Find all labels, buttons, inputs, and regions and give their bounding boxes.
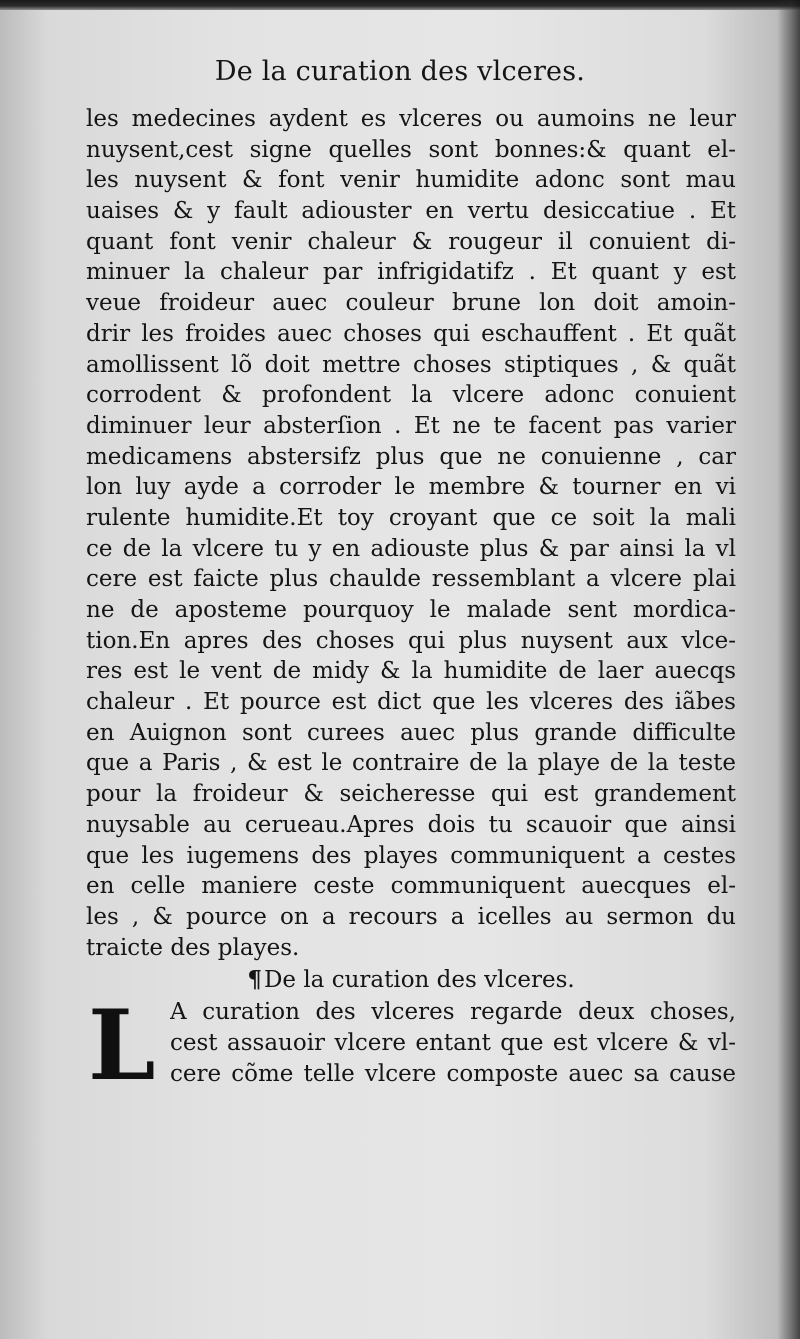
text-line: minuer la chaleur par infrigidatifz . Et quant y est (86, 259, 736, 286)
text-line: les nuysent & font venir humidite adonc sont mau (86, 167, 736, 194)
page-gutter-shadow (778, 0, 800, 1339)
text-line: veue froideur auec couleur brune lon doit amoin- (86, 290, 736, 317)
paragraph (86, 104, 736, 963)
text-line: les , & pource on a recours a icelles au sermon du (86, 903, 736, 930)
text-line: que a Paris , & est le contraire de la playe de la teste (86, 750, 736, 777)
running-head: De la curation des vlceres. (214, 56, 586, 87)
page-top-edge (0, 0, 800, 10)
text-line: drir les froides auec choses qui eschauffent . Et quãt (86, 320, 736, 347)
text-line: quant font venir chaleur & rougeur il conuient di- (86, 228, 736, 255)
text-line: ne de aposteme pourquoy le malade sent mordica- (86, 597, 736, 623)
text-line: rulente humidite.Et toy croyant que ce soit la mali (86, 504, 736, 531)
text-line: en celle maniere ceste communiquent auecques el- (86, 873, 736, 900)
text-line: cere cõme telle vlcere composte auec sa cause (170, 1060, 736, 1087)
section-heading-text: De la curation des vlceres. (263, 967, 575, 994)
text-line: diminuer leur absterſion . Et ne te facent pas varier (86, 412, 736, 439)
text-line: cere est faicte plus chaulde ressemblant a vlcere plai (86, 566, 736, 593)
text-line: corrodent & profondent la vlcere adonc conuient (86, 382, 736, 409)
text-line: medicamens abstersifz plus que ne conuienne , car (86, 443, 736, 470)
text-line: tion.En apres des choses qui plus nuysent aux vlce- (86, 627, 736, 654)
text-line: nuysent,cest signe quelles sont bonnes:& quant el- (86, 136, 736, 163)
pilcrow-mark: ¶ (247, 966, 262, 994)
text-line: A curation des vlceres regarde deux choses, (170, 999, 736, 1026)
text-line: que les iugemens des playes communiquent a cestes (86, 842, 736, 869)
text-line: cest assauoir vlcere entant que est vlcere & vl- (170, 1029, 736, 1056)
text-line: nuysable au cerueau.Apres dois tu scauoir que ainsi (86, 811, 736, 838)
text-line: lon luy ayde a corroder le membre & tourner en vi (86, 474, 736, 501)
text-line: res est le vent de midy & la humidite de laer auecqs (86, 658, 736, 685)
text-line: uaises & y fault adiouster en vertu desiccatiue . Et (86, 198, 736, 225)
text-line: les medecines aydent es vlceres ou aumoins ne leur (86, 106, 736, 132)
text-line: ce de la vlcere tu y en adiouste plus & par ainsi la vl (86, 535, 736, 562)
section-paragraph (170, 997, 736, 1089)
text-line: chaleur . Et pource est dict que les vlceres des iãbes (86, 689, 736, 716)
text-line: amollissent lõ doit mettre choses stiptiques , & quãt (86, 351, 736, 378)
text-line: en Auignon sont curees auec plus grande difficulte (86, 719, 736, 746)
text-line: pour la froideur & seicheresse qui est grandement (86, 781, 736, 808)
body-text (86, 104, 736, 1103)
section-opening (86, 989, 736, 1103)
text-line: traicte des playes. (86, 934, 300, 961)
drop-cap: L (88, 989, 156, 1103)
section-heading (86, 963, 736, 997)
